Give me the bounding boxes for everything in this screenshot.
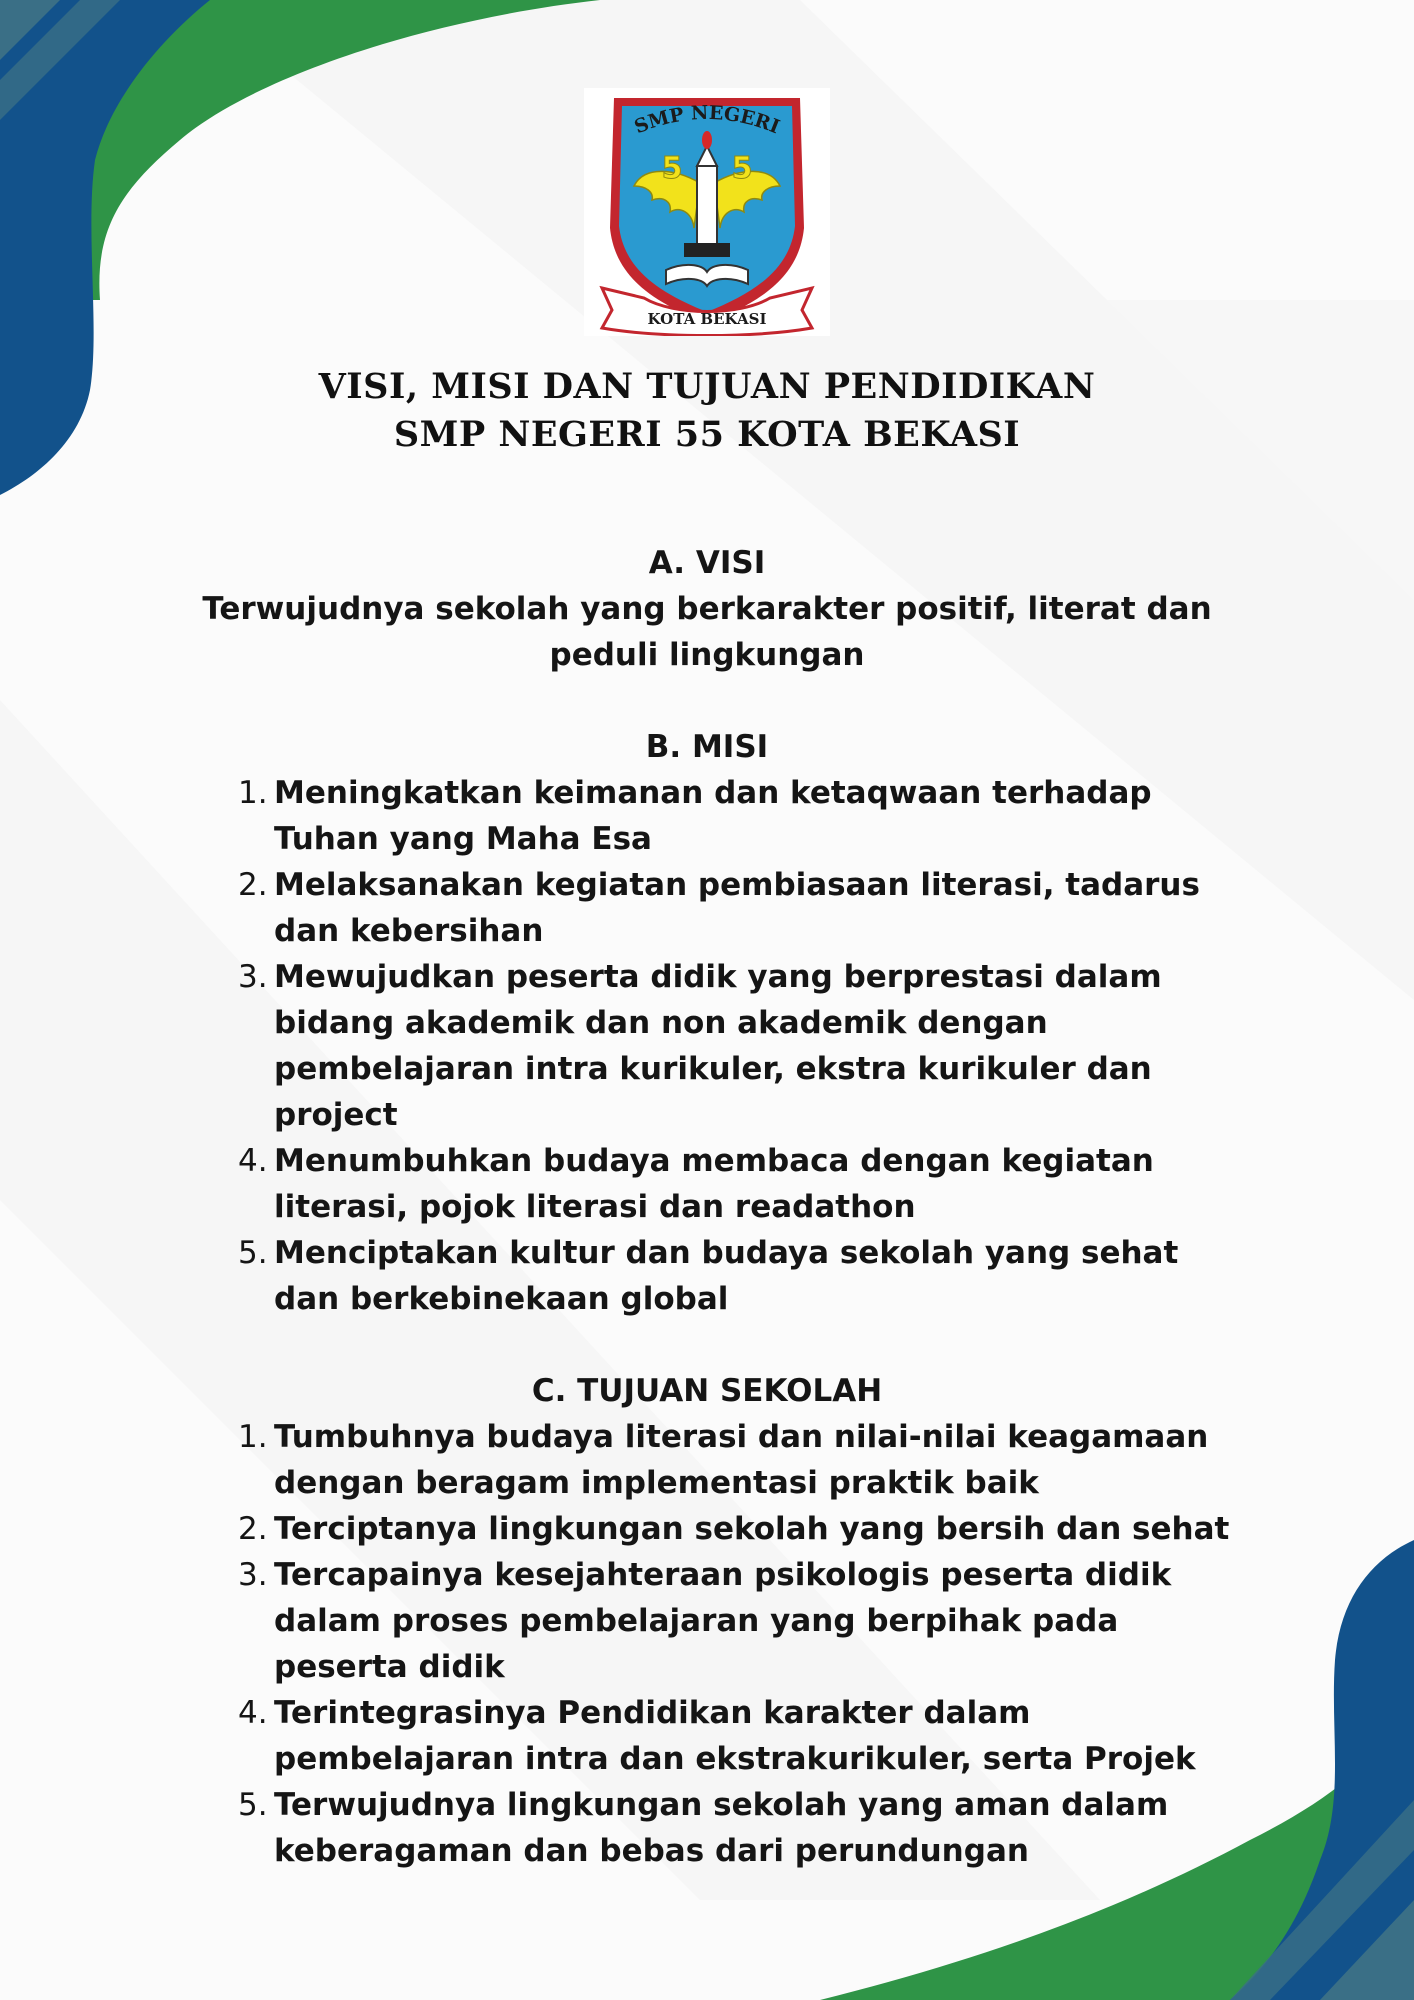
misi-heading: B. MISI xyxy=(645,729,769,765)
visi-heading: A. VISI xyxy=(648,545,766,581)
svg-text:SMP NEGERI: SMP NEGERI xyxy=(631,101,783,139)
logo-bottom-text: KOTA BEKASI xyxy=(647,310,767,328)
list-item: 2. Melaksanakan kegiatan pembiasaan literasi, tadarus dan kebersihan xyxy=(238,867,1200,949)
tujuan-list xyxy=(0,1414,1414,1874)
list-item: 1. Tumbuhnya budaya literasi dan nilai-nilai keagamaan dengan beragam implementasi praktik baik xyxy=(238,1419,1209,1501)
list-item: 4. Menumbuhkan budaya membaca dengan kegiatan literasi, pojok literasi dan readathon xyxy=(238,1143,1154,1225)
list-item: 1. Meningkatkan keimanan dan ketaqwaan terhadap Tuhan yang Maha Esa xyxy=(238,775,1152,857)
logo-number-left: 5 xyxy=(661,151,683,186)
list-item: 4. Terintegrasinya Pendidikan karakter dalam pembelajaran intra dan ekstrakurikuler, serta Projek xyxy=(238,1695,1196,1777)
school-logo xyxy=(584,88,830,336)
list-item: 2. Terciptanya lingkungan sekolah yang bersih dan sehat xyxy=(238,1511,1230,1547)
visi-text: Terwujudnya sekolah yang berkarakter positif, literat dan peduli lingkungan xyxy=(202,591,1212,673)
content-body xyxy=(0,540,1414,1874)
tujuan-heading: C. TUJUAN SEKOLAH xyxy=(531,1373,883,1409)
list-item: 3. Tercapainya kesejahteraan psikologis peserta didik dalam proses pembelajaran yang berpihak pada peserta didik xyxy=(238,1557,1172,1685)
logo-number-right: 5 xyxy=(731,151,753,186)
list-item: 3. Mewujudkan peserta didik yang berprestasi dalam bidang akademik dan non akademik dengan pembelajaran intra kurikuler, ekstra kurikuler dan project xyxy=(238,959,1162,1133)
page-title-line-1: VISI, MISI DAN TUJUAN PENDIDIKAN xyxy=(318,366,1096,407)
page-title-line-2: SMP NEGERI 55 KOTA BEKASI xyxy=(393,414,1021,455)
list-item: 5. Terwujudnya lingkungan sekolah yang aman dalam keberagaman dan bebas dari perundungan xyxy=(238,1787,1169,1869)
list-item: 5. Menciptakan kultur dan budaya sekolah yang sehat dan berkebinekaan global xyxy=(238,1235,1179,1317)
misi-list xyxy=(0,770,1414,1322)
tower-icon xyxy=(697,166,717,246)
